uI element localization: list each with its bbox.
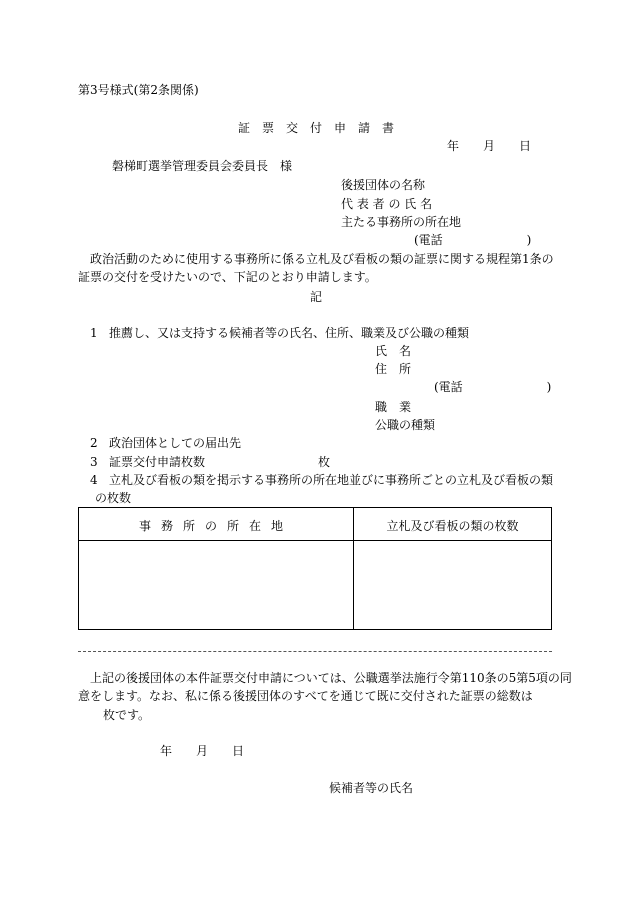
item4-text-line2: の枚数 [95, 491, 132, 505]
ki-heading: 記 [310, 290, 323, 304]
consent-text-line1: 上記の後援団体の本件証票交付申請については、公職選挙法施行令第110条の5第5項の同 [90, 671, 572, 685]
sign-count-column-header: 立札及び看板の類の枚数 [386, 519, 519, 533]
item1-name-label: 氏 名 [375, 344, 412, 358]
item3-text: 証票交付申請枚数 [109, 455, 206, 469]
item1-text: 推薦し、又は支持する候補者等の氏名、住所、職業及び公職の種類 [109, 326, 470, 340]
item1-address-label: 住 所 [375, 362, 412, 376]
office-address-column-header: 事務所の所在地 [138, 519, 293, 533]
item3-number: 3 [90, 455, 98, 469]
office-sign-table [78, 507, 552, 630]
date-line: 年 月 日 [447, 139, 532, 153]
group-name-label: 後援団体の名称 [341, 178, 426, 192]
form-number: 第3号様式(第2条関係) [78, 83, 199, 97]
item4-text-line1: 立札及び看板の類を掲示する事務所の所在地並びに事務所ごとの立札及び看板の類 [109, 473, 554, 487]
item4-number: 4 [90, 473, 98, 487]
item1-office-type-label: 公職の種類 [375, 418, 436, 432]
representative-name-label: 代 表 者 の 氏 名 [341, 197, 433, 211]
applicant-phone-label: (電話 ) [414, 233, 532, 247]
form-title: 証票交付申請書 [238, 121, 407, 135]
office-address-label: 主たる事務所の所在地 [341, 215, 462, 229]
body-text-line2: 証票の交付を受けたいので、下記のとおり申請します。 [78, 270, 377, 284]
candidate-name-label: 候補者等の氏名 [329, 781, 414, 795]
consent-date-line: 年 月 日 [160, 744, 245, 758]
addressee: 磐梯町選挙管理委員会委員長 様 [112, 159, 293, 173]
consent-text-line2: 意をします。なお、私に係る後援団体のすべてを通じて既に交付された証票の総数は [78, 689, 533, 703]
item2-number: 2 [90, 436, 98, 450]
item1-number: 1 [90, 326, 98, 340]
item1-job-label: 職 業 [375, 400, 412, 414]
table-header-divider [79, 540, 551, 541]
body-text-line1: 政治活動のために使用する事務所に係る立札及び看板の類の証票に関する規程第1条の [90, 252, 554, 266]
item3-unit: 枚 [318, 455, 331, 469]
dashed-separator [78, 651, 552, 652]
consent-text-line3: 枚です。 [103, 708, 151, 722]
item1-phone-label: (電話 ) [434, 380, 552, 394]
item2-text: 政治団体としての届出先 [109, 436, 242, 450]
